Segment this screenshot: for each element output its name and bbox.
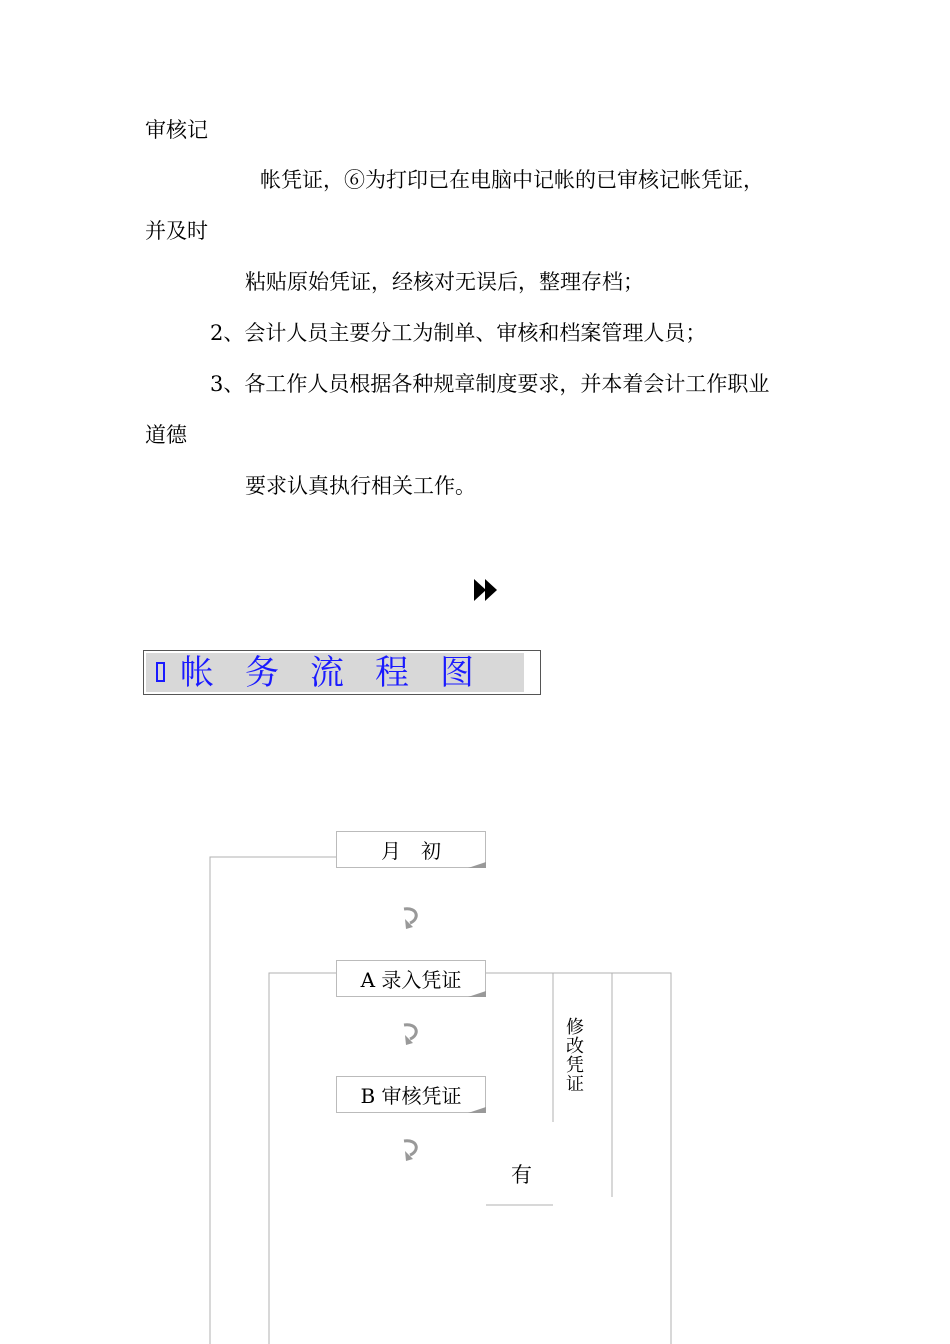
- step-a-box: [336, 960, 486, 997]
- text-line-8: 要求认真执行相关工作。: [245, 474, 476, 498]
- month-start-box: [336, 831, 486, 868]
- loop-arrow-icon: [400, 905, 424, 931]
- loop-arrow-icon: [400, 1021, 424, 1047]
- fold-corner: [468, 1107, 486, 1113]
- fold-corner: [468, 991, 486, 997]
- text-line-3: 并及时: [145, 219, 208, 243]
- loop-arrow-icon: [400, 1137, 424, 1163]
- text-line-7: 道德: [145, 423, 187, 447]
- month-start-label: 月 初: [381, 839, 441, 863]
- section-title: 帐务流程图: [180, 653, 505, 693]
- text-line-6: 3、各工作人员根据各种规章制度要求，并本着会计工作职业: [210, 372, 770, 396]
- text-line-5: 2、会计人员主要分工为制单、审核和档案管理人员；: [210, 321, 707, 345]
- text-line-1: 审核记: [145, 118, 208, 142]
- has-label: 有: [511, 1163, 532, 1187]
- text-line-4: 粘贴原始凭证，经核对无误后，整理存档；: [245, 270, 644, 294]
- step-a-label: A 录入凭证: [360, 968, 462, 992]
- modify-voucher-label: 修改凭证: [566, 1017, 584, 1095]
- fold-corner: [468, 862, 486, 868]
- step-b-label: B 审核凭证: [360, 1084, 462, 1108]
- text-line-2: 帐凭证，⑥为打印已在电脑中记帐的已审核记帐凭证，: [260, 168, 764, 192]
- step-b-box: [336, 1076, 486, 1113]
